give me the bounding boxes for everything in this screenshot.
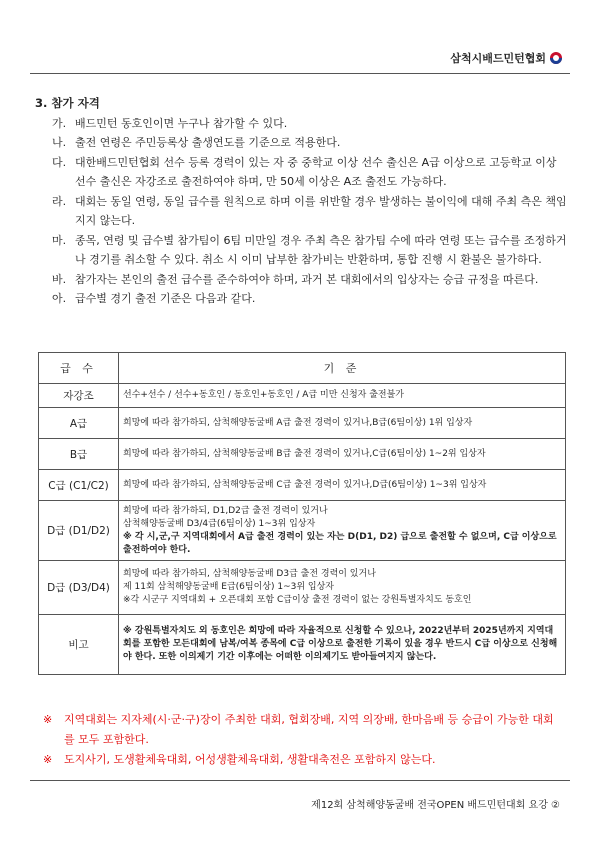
list-item: 아. 급수별 경기 출전 기준은 다음과 같다. — [52, 292, 256, 305]
criteria-cell: 희망에 따라 참가하되, 삼척해양동굴배 B급 출전 경력이 있거나,C급(6팀이상) 1~2위 입상자 — [119, 439, 566, 470]
criteria-cell: 희망에 따라 참가하되, 삼척해양동굴배 D3급 출전 경력이 있거나 제 11회 삼척해양동굴배 E급(6팀이상) 1~3위 입상자 ※각 시군구 지역대회 + 오픈대회 포함 C급이상 출전 경력이 없는 강원특별자치도 동호인 — [119, 561, 566, 615]
grade-cell: 비고 — [39, 615, 119, 675]
criteria-cell: 희망에 따라 참가하되, 삼척해양동굴배 C급 출전 경력이 있거나,D급(6팀이상) 1~3위 입상자 — [119, 470, 566, 501]
list-item: 가. 배드민턴 동호인이면 누구나 참가할 수 있다. — [52, 116, 288, 130]
table-header-row — [39, 353, 566, 384]
asterisk-icon: ※ — [43, 753, 53, 766]
eligibility-section — [35, 94, 570, 309]
table-row — [39, 501, 566, 561]
grade-cell: A급 — [39, 408, 119, 439]
list-item: 나. 출전 연령은 주민등록상 출생연도를 기준으로 적용한다. — [52, 136, 341, 149]
criteria-cell: 희망에 따라 참가하되, D1,D2급 출전 경력이 있거나 삼척해양동굴배 D3/4급(6팀이상) 1~3위 입상자 ※ 각 시,군,구 지역대회에서 A급 출전 경력이 있는 자는 D(D1, D2) 급으로 출전할 수 없으며, C급 이상으로 출전하여야 한다. — [119, 501, 566, 561]
criteria-note: ※ 각 시,군,구 지역대회에서 A급 출전 경력이 있는 자는 D(D1, D2) 급으로 출전할 수 없으며, C급 이상으로 출전하여야 한다. — [123, 531, 557, 555]
grade-cell: C급 (C1/C2) — [39, 470, 119, 501]
table-row — [39, 470, 566, 501]
note-item: ※ 지역대회는 지자체(시·군·구)장이 주최한 대회, 협회장배, 지역 의장배, 한마음배 등 승급이 가능한 대회를 모두 포함한다. — [43, 710, 563, 750]
notes-section — [43, 710, 563, 770]
list-item: 다. 대한배드민턴협회 선수 등록 경력이 있는 자 중 중학교 이상 선수 출신은 A급 이상으로 고등학교 이상 선수 출신은 자강조로 출전하여야 하며, 만 50세 이상은 A조 출전도 가능하다. — [52, 155, 557, 188]
table-row — [39, 408, 566, 439]
table-row — [39, 439, 566, 470]
table-row — [39, 561, 566, 615]
page-header — [450, 50, 562, 66]
header-divider — [30, 73, 570, 74]
footer-divider — [30, 780, 570, 781]
note-item: ※ 도지사기, 도생활체육대회, 어성생활체육대회, 생활대축전은 포함하지 않는다. — [43, 750, 563, 770]
criteria-cell: 선수+선수 / 선수+동호인 / 동호인+동호인 / A급 미만 신청자 출전불가 — [119, 384, 566, 408]
criteria-cell: 희망에 따라 참가하되, 삼척해양동굴배 A급 출전 경력이 있거나,B급(6팀이상) 1위 입상자 — [119, 408, 566, 439]
list-item: 바. 참가자는 본인의 출전 급수를 준수하여야 하며, 과거 본 대회에서의 입상자는 승급 규정을 따른다. — [52, 272, 539, 286]
page-footer: 제12회 삼척해양동굴배 전국OPEN 배드민턴대회 요강 ② — [311, 800, 560, 811]
grade-criteria-table — [38, 352, 566, 675]
list-item: 라. 대회는 동일 연령, 동일 급수를 원칙으로 하며 이를 위반할 경우 발생하는 불이익에 대해 주최 측은 책임지지 않는다. — [52, 194, 567, 227]
column-header-criteria: 기 준 — [119, 353, 566, 384]
criteria-cell: ※ 강원특별자치도 외 동호인은 희망에 따라 자율적으로 신청할 수 있으나, 2022년부터 2025년까지 지역대회를 포함한 모든대회에 남복/여복 종목에 C급 이상으로 출전한 기록이 있을 경우 반드시 C급 이상으로 신청해야 한다. 또한 이의제기 기간 이후에는 어떠한 이의제기도 받아들여지지 않는다. — [119, 615, 566, 675]
table-row — [39, 615, 566, 675]
grade-cell: D급 (D1/D2) — [39, 501, 119, 561]
list-item: 마. 종목, 연령 및 급수별 참가팀이 6팀 미만일 경우 주최 측은 참가팀 수에 따라 연령 또는 급수를 조정하거나 경기를 취소할 수 있다. 취소 시 이미 납부한 참가비는 반환하며, 통합 진행 시 환불은 불가하다. — [52, 233, 567, 266]
section-title: 3. 참가 자격 — [35, 96, 100, 110]
org-name: 삼척시배드민턴협회 — [450, 52, 546, 65]
association-logo-icon — [550, 52, 562, 64]
grade-cell: D급 (D3/D4) — [39, 561, 119, 615]
grade-cell: B급 — [39, 439, 119, 470]
grade-cell: 자강조 — [39, 384, 119, 408]
table-row — [39, 384, 566, 408]
column-header-grade: 급 수 — [39, 353, 119, 384]
asterisk-icon: ※ — [43, 713, 53, 726]
